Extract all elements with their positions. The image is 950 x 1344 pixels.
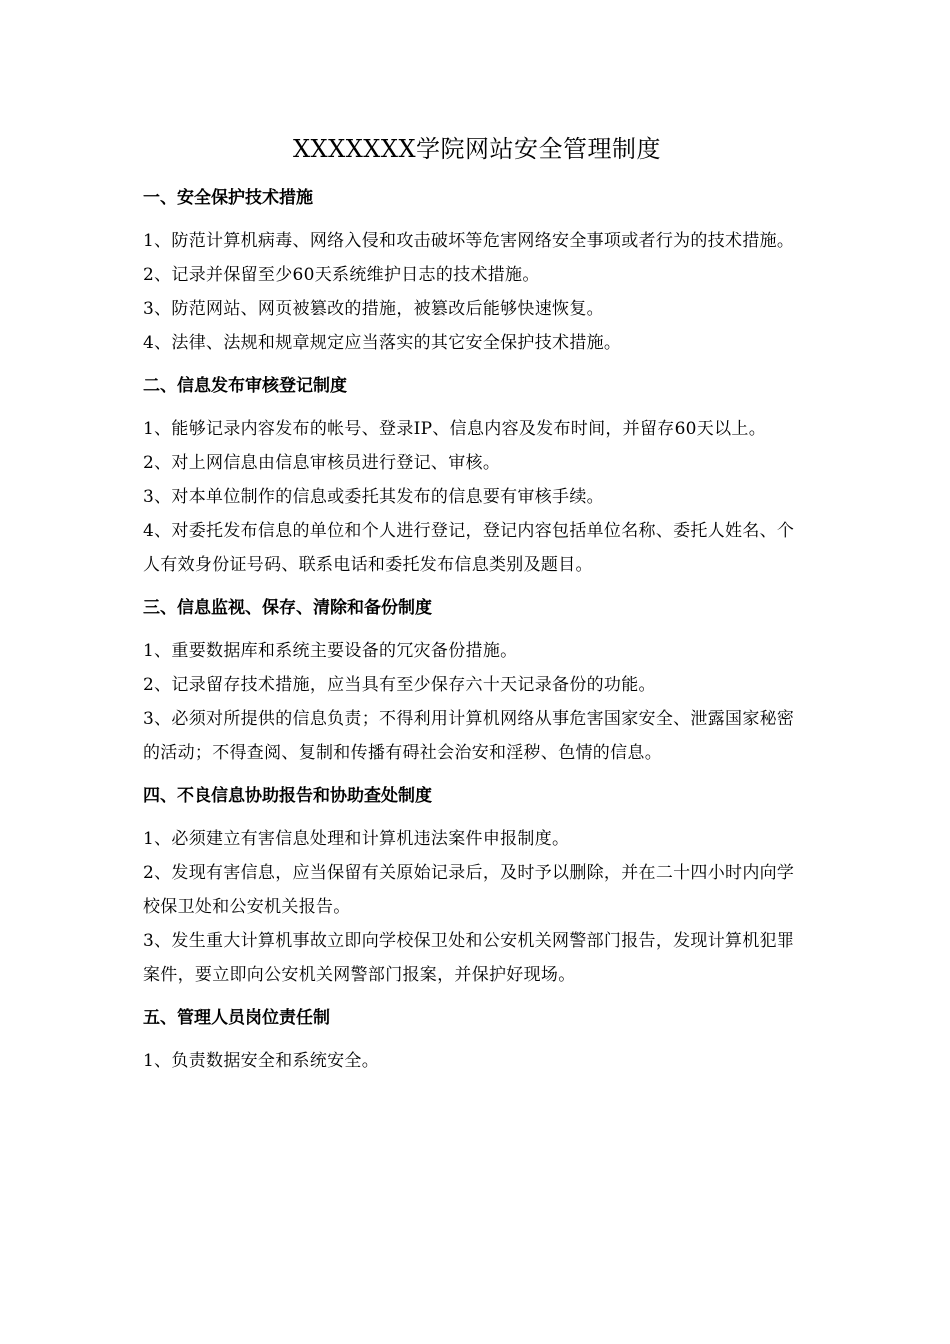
list-item: 3、必须对所提供的信息负责；不得利用计算机网络从事危害国家安全、泄露国家秘密的活动；不得查阅、复制和传播有碍社会治安和淫秽、色情的信息。 xyxy=(143,709,795,763)
section-heading: 一、安全保护技术措施 xyxy=(143,188,313,208)
document-title: XXXXXXX学院网站安全管理制度 xyxy=(292,135,662,163)
section-5 xyxy=(143,1004,811,1078)
section-3 xyxy=(143,594,811,770)
list-item: 2、发现有害信息，应当保留有关原始记录后，及时予以删除，并在二十四小时内向学校保卫处和公安机关报告。 xyxy=(143,863,795,917)
section-heading: 二、信息发布审核登记制度 xyxy=(143,376,347,396)
section-item-list xyxy=(143,634,811,770)
section-heading: 四、不良信息协助报告和协助查处制度 xyxy=(143,786,432,806)
list-item: 2、记录留存技术措施，应当具有至少保存六十天记录备份的功能。 xyxy=(143,675,656,695)
section-list xyxy=(143,184,811,1078)
section-item-list xyxy=(143,224,811,360)
list-item: 1、必须建立有害信息处理和计算机违法案件申报制度。 xyxy=(143,829,570,849)
section-item-list xyxy=(143,1044,811,1078)
list-item: 4、对委托发布信息的单位和个人进行登记，登记内容包括单位名称、委托人姓名、个人有效身份证号码、联系电话和委托发布信息类别及题目。 xyxy=(143,521,795,575)
section-2 xyxy=(143,372,811,582)
list-item: 2、记录并保留至少60天系统维护日志的技术措施。 xyxy=(143,265,540,285)
list-item: 1、负责数据安全和系统安全。 xyxy=(143,1051,380,1071)
list-item: 1、能够记录内容发布的帐号、登录IP、信息内容及发布时间，并留存60天以上。 xyxy=(143,419,766,439)
list-item: 1、重要数据库和系统主要设备的冗灾备份措施。 xyxy=(143,641,518,661)
document-body xyxy=(143,128,811,1090)
section-4 xyxy=(143,782,811,992)
list-item: 4、法律、法规和规章规定应当落实的其它安全保护技术措施。 xyxy=(143,333,622,353)
section-item-list xyxy=(143,822,811,992)
section-item-list xyxy=(143,412,811,582)
section-heading: 三、信息监视、保存、清除和备份制度 xyxy=(143,598,432,618)
section-heading: 五、管理人员岗位责任制 xyxy=(143,1008,330,1028)
list-item: 3、发生重大计算机事故立即向学校保卫处和公安机关网警部门报告，发现计算机犯罪案件，要立即向公安机关网警部门报案，并保护好现场。 xyxy=(143,931,795,985)
list-item: 2、对上网信息由信息审核员进行登记、审核。 xyxy=(143,453,501,473)
list-item: 1、防范计算机病毒、网络入侵和攻击破坏等危害网络安全事项或者行为的技术措施。 xyxy=(143,231,795,251)
list-item: 3、防范网站、网页被篡改的措施，被篡改后能够快速恢复。 xyxy=(143,299,604,319)
section-1 xyxy=(143,184,811,360)
list-item: 3、对本单位制作的信息或委托其发布的信息要有审核手续。 xyxy=(143,487,604,507)
